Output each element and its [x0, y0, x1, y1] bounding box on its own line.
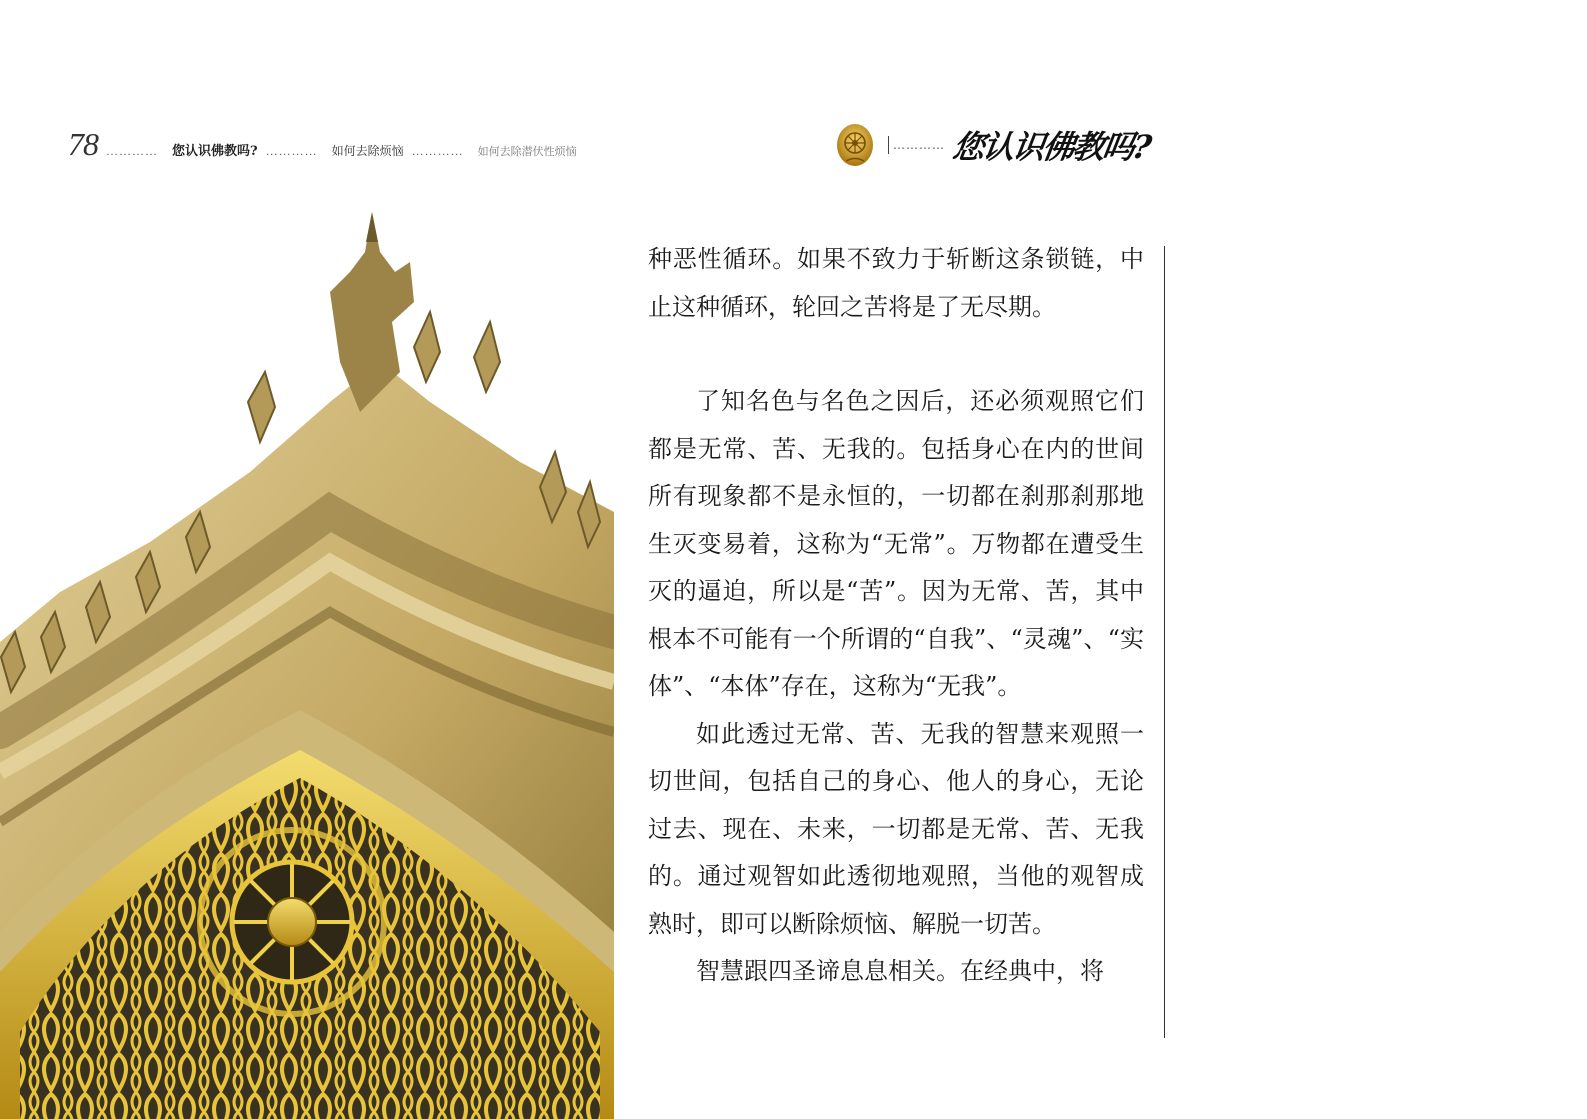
header-divider [888, 136, 889, 154]
breadcrumb-book: 您认识佛教吗? [172, 144, 258, 159]
running-header-left [68, 126, 577, 166]
dharma-wheel-icon [836, 123, 874, 167]
breadcrumb-chapter: 如何去除烦恼 [331, 144, 404, 158]
paragraph: 种恶性循环。如果不致力于斩断这条锁链，中止这种循环，轮回之苦将是了无尽期。 [648, 245, 1144, 321]
paragraph: 智慧跟四圣谛息息相关。在经典中，将 [696, 957, 1104, 985]
paragraph-spacer [648, 331, 1144, 378]
leader-dots: ………… [411, 144, 464, 158]
book-title-calligraphy: 您认识佛教吗? [950, 128, 1153, 166]
paragraph: 了知名色与名色之因后，还必须观照它们都是无常、苦、无我的。包括身心在内的世间所有现象都不是永恒的，一切都在刹那刹那地生灭变易着，这称为“无常”。万物都在遭受生灭的逼迫，所以是“苦”。因为无常、苦，其中根本不可能有一个所谓的“自我”、“灵魂”、“实体”、“本体”存在，这称为“无我”。 [648, 387, 1144, 700]
leader-dots: ………… [893, 138, 945, 152]
body-text [648, 236, 1144, 996]
leader-dots: ………… [265, 144, 318, 158]
breadcrumb-section: 如何去除潜伏性烦恼 [477, 145, 577, 158]
running-header-right [836, 120, 1153, 170]
page-number: 78 [68, 126, 98, 162]
column-rule [1164, 246, 1165, 1038]
temple-gable-photo [0, 212, 614, 1119]
leader-dots: ………… [106, 144, 158, 158]
paragraph: 如此透过无常、苦、无我的智慧来观照一切世间，包括自己的身心、他人的身心，无论过去、现在、未来，一切都是无常、苦、无我的。通过观智如此透彻地观照，当他的观智成熟时，即可以断除烦恼、解脱一切苦。 [648, 719, 1144, 938]
